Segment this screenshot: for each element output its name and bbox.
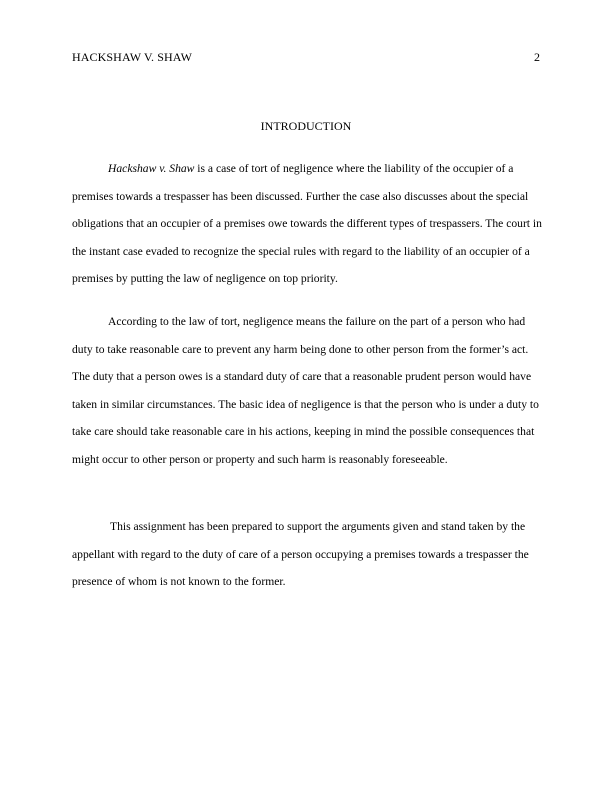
section-title: INTRODUCTION xyxy=(260,119,352,133)
paragraph-2: According to the law of tort, negligence means the failure on the part of a person who had duty to take reasonable care to prevent any harm being done to other person from the former’s act. The duty that a person owes is a standard duty of care that a reasonable prudent person would have taken in similar circumstances. The basic idea of negligence is that the person who is under a duty to take care should take reasonable care in his actions, keeping in mind the possible consequences that might occur to other person or property and such harm is reasonably foreseeable. xyxy=(72,315,539,466)
running-head: HACKSHAW V. SHAW xyxy=(72,50,193,64)
case-name: Hackshaw v. Shaw xyxy=(108,162,195,175)
page-number: 2 xyxy=(534,50,540,64)
paragraph-1 xyxy=(72,155,546,293)
paragraph-1-text: is a case of tort of negligence where the liability of the occupier of a premises towards a trespasser has been discussed. Further the case also discusses about the special obligations that an occupier of a premises owe towards the different types of trespassers. The court in the instant case evaded to recognize the special rules with regard to the liability of an occupier of a premises by putting the law of negligence on top priority. xyxy=(72,162,542,286)
paragraph-3: This assignment has been prepared to support the arguments given and stand taken by the appellant with regard to the duty of care of a person occupying a premises towards a trespasser the presence of whom is not known to the former. xyxy=(72,520,529,589)
